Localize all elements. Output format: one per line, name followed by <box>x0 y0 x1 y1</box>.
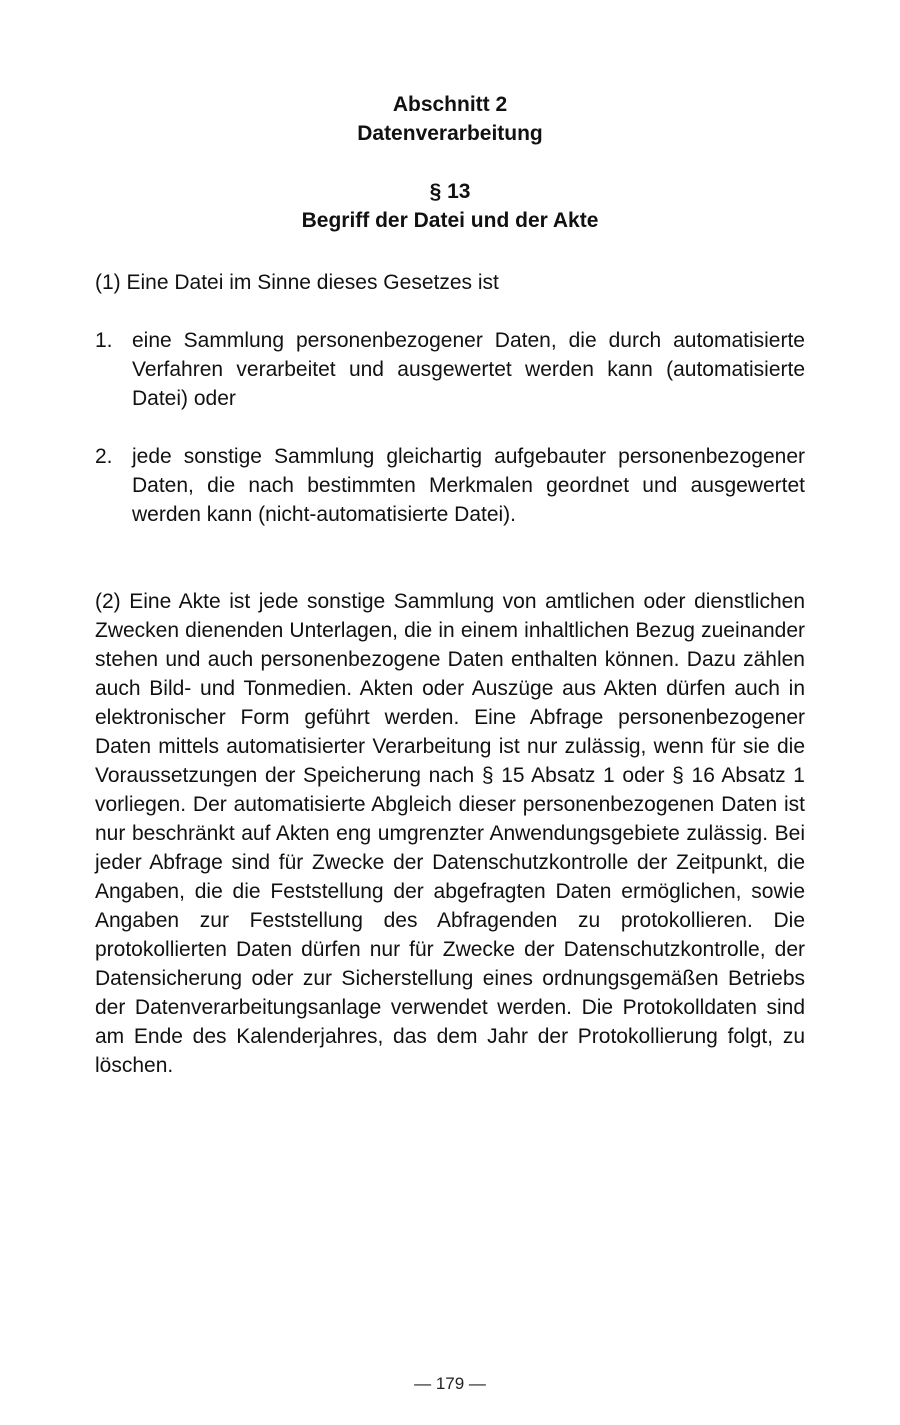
section-title: Datenverarbeitung <box>357 122 543 145</box>
list-item-number: 2. <box>95 445 113 468</box>
subsection-2-text: (2) Eine Akte ist jede sonstige Sammlung von amtlichen oder dienstlichen Zwecken dienenden Unterlagen, die in einem inhaltlichen Bezug zueinander stehen und auch personenbezogene Daten enthalten können. Dazu zählen auch Bild- und Tonmedien. Akten oder Auszüge aus Akten dürfen auch in elektronischer Form geführt werden. Eine Abfrage personenbezogener Daten mittels automatisierter Verarbeitung ist nur zulässig, wenn für sie die Voraussetzungen der Speicherung nach § 15 Absatz 1 oder § 16 Absatz 1 vorliegen. Der automatisierte Abgleich dieser personenbezogenen Daten ist nur beschränkt auf Akten eng umgrenzter Anwendungsgebiete zulässig. Bei jeder Abfrage sind für Zwecke der Datenschutzkontrolle der Zeitpunkt, die Angaben, die die Feststellung der abgefragten Daten ermöglichen, sowie Angaben zur Feststellung des Abfragenden zu protokollieren. Die protokollierten Daten dürfen nur für Zwecke der Datenschutzkontrolle, der Datensicherung oder zur Sicherstellung eines ordnungsgemäßen Betriebs der Datenverarbeitungsanlage verwendet werden. Die Protokolldaten sind am Ende des Kalenderjahres, das dem Jahr der Protokollierung folgt, zu löschen. <box>95 590 805 1077</box>
page-content <box>95 0 805 1080</box>
paragraph-heading <box>95 177 805 235</box>
list-item <box>95 442 805 529</box>
subsection-1-intro: (1) Eine Datei im Sinne dieses Gesetzes ist <box>95 271 499 294</box>
paragraph-title: Begriff der Datei und der Akte <box>301 209 599 232</box>
list-item <box>95 326 805 413</box>
definition-list <box>95 326 805 529</box>
list-item-number: 1. <box>95 329 113 352</box>
paragraph-number: § 13 <box>429 180 471 203</box>
list-item-text: eine Sammlung personenbezogener Daten, die durch automatisierte Verfahren verarbeitet und ausgewertet werden kann (automatisierte Datei) oder <box>132 329 805 410</box>
section-label: Abschnitt 2 <box>392 93 508 116</box>
section-heading <box>95 90 805 148</box>
list-item-text: jede sonstige Sammlung gleichartig aufgebauter personenbezogener Daten, die nach bestimmten Merkmalen geordnet und ausgewertet werden kann (nicht-automatisierte Datei). <box>132 445 805 526</box>
page-number: — 179 — <box>414 1374 486 1393</box>
